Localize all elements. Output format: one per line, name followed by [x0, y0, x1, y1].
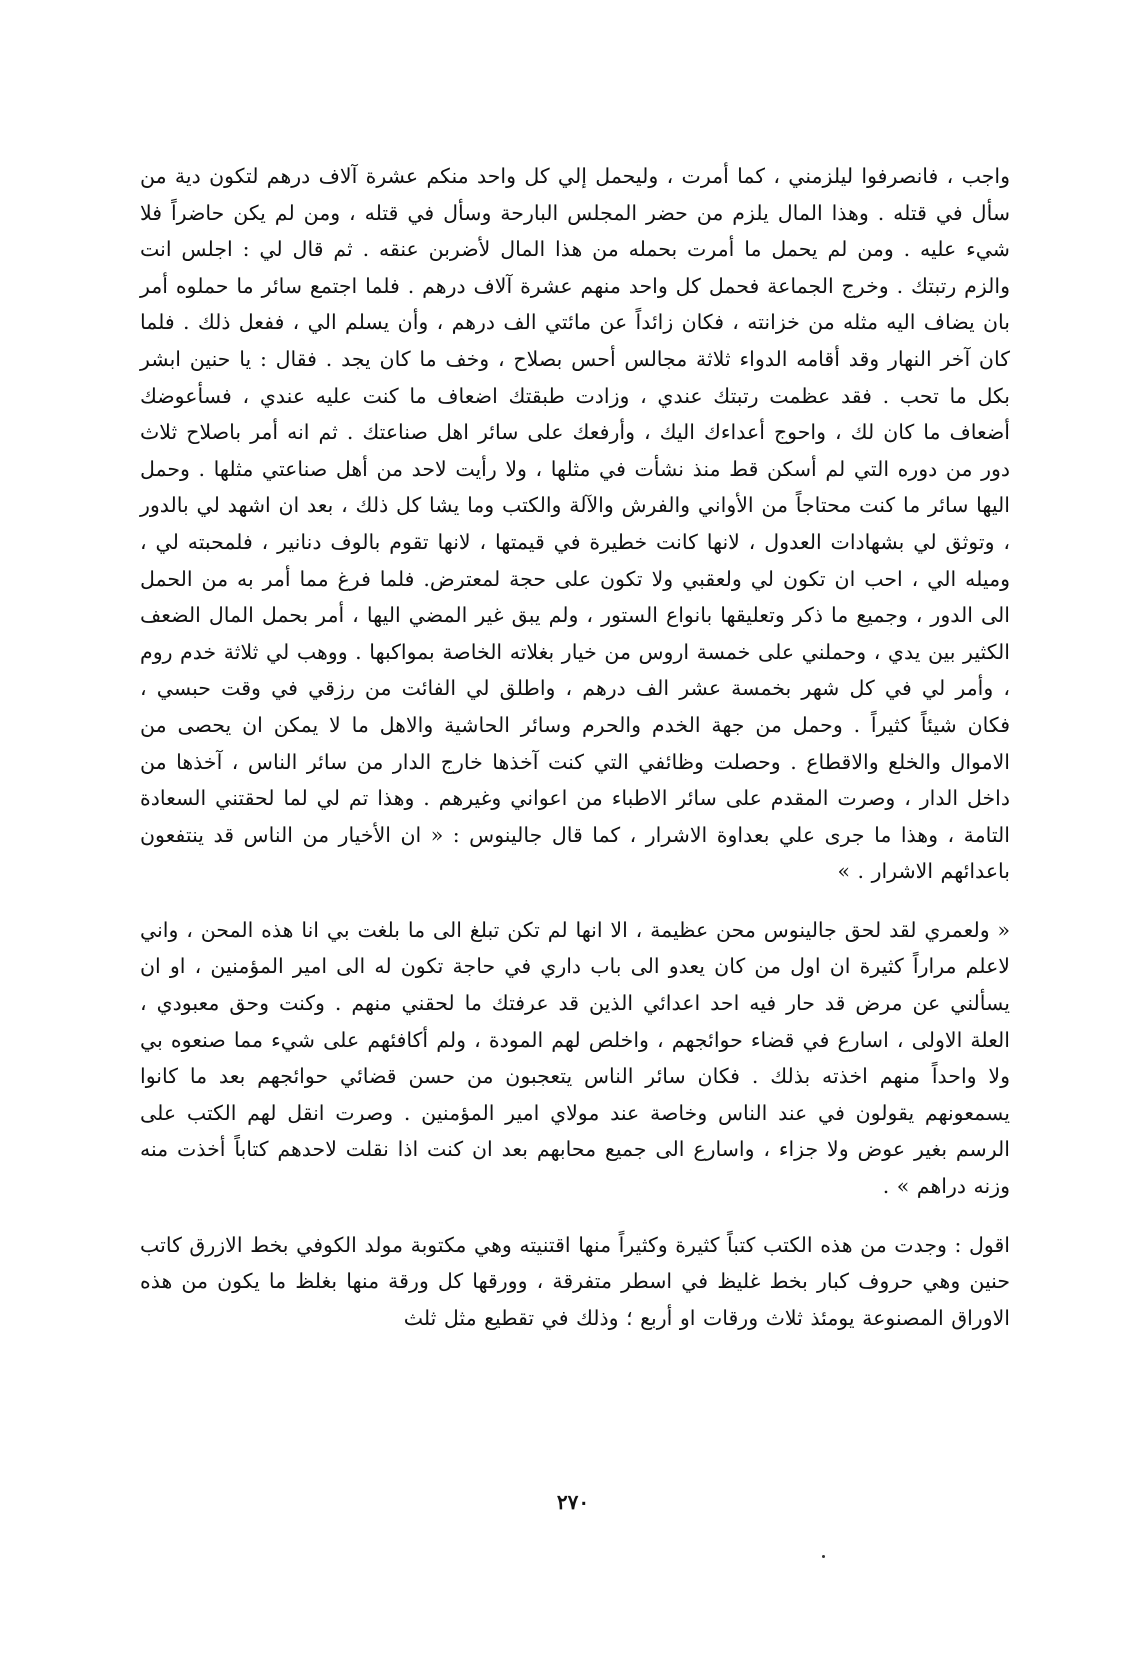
paragraph-2: « ولعمري لقد لحق جالينوس محن عظيمة ، الا انها لم تكن تبلغ الى ما بلغت بي انا هذه المحن ، واني لاعلم مراراً كثيرة ان اول من كان يعدو الى باب داري في حاجة تكون له الى امير المؤمنين ، او ان يسألني عن مرض قد حار فيه احد اعدائي الذين قد عرفتك ما لحقني منهم . وكنت وحق معبودي ، العلة الاولى ، اسارع في قضاء حوائجهم ، واخلص لهم المودة ، ولم أكافئهم على شيء مما صنعوه بي ولا واحداً منهم اخذته بذلك . فكان سائر الناس يتعجبون من حسن قضائي حوائجهم بعد ما كانوا يسمعونهم يقولون في عند الناس وخاصة عند مولاي امير المؤمنين . وصرت انقل لهم الكتب على الرسم بغير عوض ولا جزاء ، واسارع الى جميع محابهم بعد ان كنت اذا نقلت لاحدهم كتاباً أخذت منه وزنه دراهم » . [140, 917, 1010, 1199]
paragraph-3: اقول : وجدت من هذه الكتب كتباً كثيرة وكثيراً منها اقتنيته وهي مكتوبة مولد الكوفي بخط الازرق كاتب حنين وهي حروف كبار بخط غليظ في اسطر متفرقة ، وورقها كل ورقة منها بغلظ ما يكون من هذه الاوراق المصنوعة يومئذ ثلاث ورقات او أربع ؛ وذلك في تقطيع مثل ثلث [140, 1232, 1010, 1330]
page-number: ٢٧٠ [556, 1490, 590, 1514]
paragraph-1: واجب ، فانصرفوا ليلزمني ، كما أمرت ، وليحمل إلي كل واحد منكم عشرة آلاف درهم لتكون دية من سأل في قتله . وهذا المال يلزم من حضر المجلس البارحة وسأل في قتله ، ومن لم يكن حاضراً فلا شيء عليه . ومن لم يحمل ما أمرت بحمله من هذا المال لأضربن عنقه . ثم قال لي : اجلس انت والزم رتبتك . وخرج الجماعة فحمل كل واحد منهم عشرة آلاف درهم . فلما اجتمع سائر ما حملوه أمر بان يضاف اليه مثله من خزانته ، فكان زائداً عن مائتي الف درهم ، وأن يسلم الي ، ففعل ذلك . فلما كان آخر النهار وقد أقامه الدواء ثلاثة مجالس أحس بصلاح ، وخف ما كان يجد . فقال : يا حنين ابشر بكل ما تحب . فقد عظمت رتبتك عندي ، وزادت طبقتك اضعاف ما كنت عليه عندي ، فسأعوضك أضعاف ما كان لك ، واحوج أعداءك اليك ، وأرفعك على سائر اهل صناعتك . ثم انه أمر باصلاح ثلاث دور من دوره التي لم أسكن قط منذ نشأت في مثلها ، ولا رأيت لاحد من أهل صناعتي مثلها . وحمل اليها سائر ما كنت محتاجاً من الأواني والفرش والآلة والكتب وما يشا كل ذلك ، بعد ان اشهد لي بالدور ، وتوثق لي بشهادات العدول ، لانها كانت خطيرة في قيمتها ، لانها تقوم بالوف دنانير ، فلمحبته لي ، وميله الي ، احب ان تكون لي ولعقبي ولا تكون على حجة لمعترض. فلما فرغ مما أمر به من الحمل الى الدور ، وجميع ما ذكر وتعليقها بانواع الستور ، ولم يبق غير المضي اليها ، أمر بحمل المال الضعف الكثير بين يدي ، وحملني على خمسة اروس من خيار بغلاته الخاصة بمواكبها . ووهب لي ثلاثة خدم روم ، وأمر لي في كل شهر بخمسة عشر الف درهم ، واطلق لي الفائت من رزقي في وقت حبسي ، فكان شيئاً كثيراً . وحمل من جهة الخدم والحرم وسائر الحاشية والاهل ما لا يمكن ان يحصى من الاموال والخلع والاقطاع . وحصلت وظائفي التي كنت آخذها خارج الدار من سائر الناس ، آخذها من داخل الدار ، وصرت المقدم على سائر الاطباء من اعواني وغيرهم . وهذا تم لي لما لحقتني السعادة التامة ، وهذا ما جرى علي بعداوة الاشرار ، كما قال جالينوس : « ان الأخيار من الناس قد ينتفعون باعدائهم الاشرار . » [140, 164, 1010, 884]
scan-speck [822, 1555, 825, 1558]
body-text [140, 158, 1010, 1336]
